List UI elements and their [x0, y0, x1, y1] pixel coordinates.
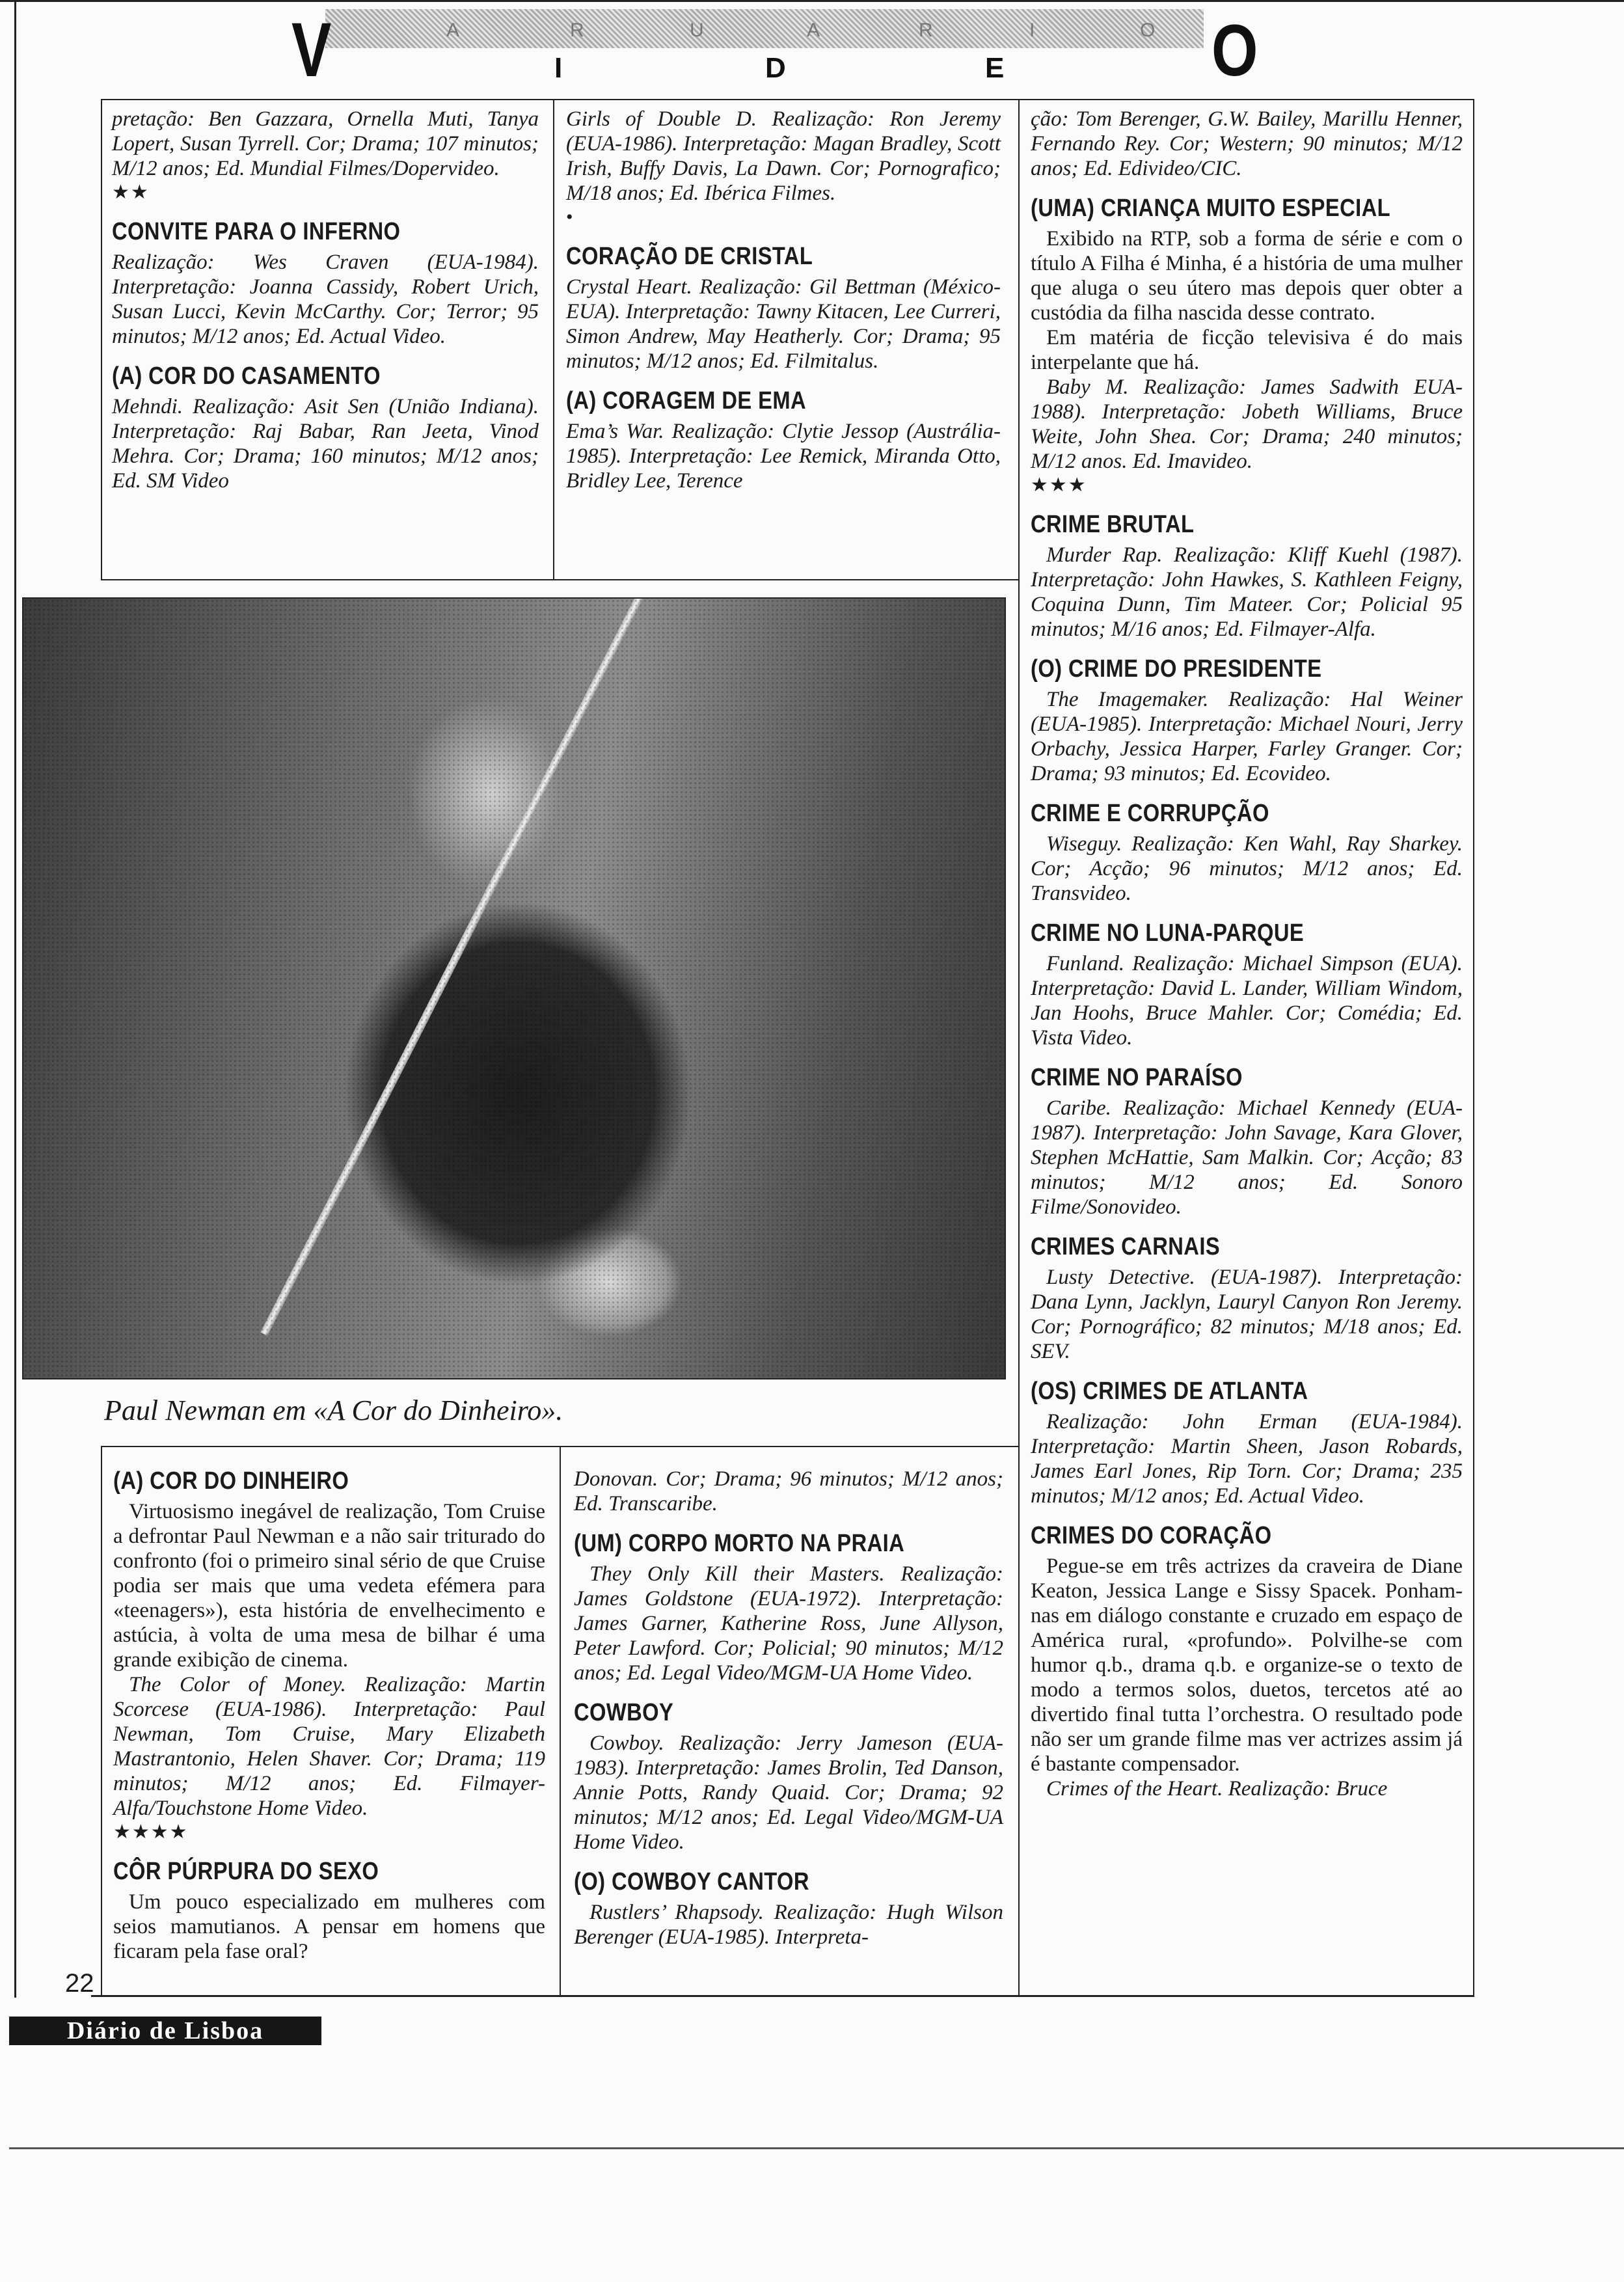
- entry-text: Caribe. Realização: Michael Kennedy (EUA-1987). Interpretação: John Savage, Kara Glover, Stephen McHattie, Sam Malkin. Cor; Acção; 83 minutos; M/12 anos; Ed. Sonoro Filme/Sonovideo.: [1031, 1096, 1463, 1219]
- entry-text: Wiseguy. Realização: Ken Wahl, Ray Sharkey. Cor; Acção; 96 minutos; M/12 anos; Ed. Transvideo.: [1031, 832, 1463, 905]
- entry-title: (O) COWBOY CANTOR: [574, 1868, 809, 1895]
- entry-text: Mehndi. Realização: Asit Sen (União Indiana). Interpretação: Raj Babar, Ran Jeeta, Vinod Mehra. Cor; Drama; 160 minutos; M/12 anos; Ed. SM Video: [112, 395, 539, 493]
- entry-title: (A) COR DO DINHEIRO: [113, 1467, 349, 1495]
- column-rule: [1018, 99, 1020, 1996]
- entry-title: CRIME E CORRUPÇÃO: [1031, 800, 1269, 827]
- entry-text: Girls of Double D. Realização: Ron Jeremy (EUA-1986). Interpretação: Magan Bradley, Scott Irish, Buffy Davis, La Dawn. Cor; Pornografico; M/18 anos; Ed. Ibérica Filmes.: [566, 107, 1001, 205]
- entry-text: Um pouco especializado em mulheres com seios mamutianos. A pensar em homens que ficaram pela fase oral?: [113, 1890, 545, 1963]
- entry-text: The Color of Money. Realização: Martin Scorcese (EUA-1986). Interpretação: Paul Newman, Tom Cruise, Mary Elizabeth Mastrantonio, Helen Shaver. Cor; Drama; 119 minutos; M/12 anos; Ed. Filmayer-Alfa/Touchstone Home Video.: [113, 1673, 545, 1820]
- bottom-edge-rule: [9, 2147, 1624, 2149]
- entry-text: Pegue-se em três actrizes da craveira de Diane Keaton, Jessica Lange e Sissy Spacek. Ponham-nas em diálogo constante e cruzado em espaço de América rural, «profundo». Polvilhe-se com humor q.b., drama q.b. e organize-se o texto de modo a termos solos, duetos, tercetos até ao divertido final tutta l’orchestra. O resultado pode não ser um grande filme mas ver actrizes assim já é bastante compensador.: [1031, 1555, 1463, 1776]
- entry-title: CRIME BRUTAL: [1031, 511, 1195, 538]
- entry-text: Ema’s War. Realização: Clytie Jessop (Austrália-1985). Interpretação: Lee Remick, Miranda Otto, Bridley Lee, Terence: [566, 420, 1001, 493]
- entry-title: CRIMES DO CORAÇÃO: [1031, 1522, 1272, 1549]
- header-letter-d: D: [765, 52, 786, 84]
- column-bottom-left: [113, 1465, 545, 1964]
- entry-text: Murder Rap. Realização: Kliff Kuehl (1987). Interpretação: John Hawkes, S. Kathleen Feigny, Coquina Dunn, Tim Mateer. Cor; Policial 95 minutos; M/16 anos; Ed. Filmayer-Alfa.: [1031, 543, 1463, 641]
- column-top-left: [112, 107, 539, 493]
- rating-stars: ★★★: [1031, 474, 1087, 496]
- entry-text: Donovan. Cor; Drama; 96 minutos; M/12 anos; Ed. Transcaribe.: [574, 1467, 1003, 1515]
- entry-title: CRIME NO LUNA-PARQUE: [1031, 919, 1305, 947]
- column-rule: [1473, 99, 1474, 1996]
- frame-rule: [101, 99, 102, 580]
- entry-text: Virtuosismo inegável de realização, Tom Cruise a defrontar Paul Newman e a não sair triturado do confronto (foi o primeiro sinal sério de que Cruise podia ser mais que uma vedeta efémera para «teenagers»), esta história de envelhecimento e astúcia, à volta de uma mesa de bilhar é uma grande exibição de cinema.: [113, 1500, 545, 1672]
- column-bottom-middle: [574, 1467, 1003, 1949]
- column-rule: [560, 1446, 561, 1996]
- entry-text: Crimes of the Heart. Realização: Bruce: [1046, 1777, 1388, 1800]
- banner-letter: A: [807, 20, 820, 41]
- entry-title: CORAÇÃO DE CRISTAL: [566, 243, 813, 270]
- entry-title: (O) CRIME DO PRESIDENTE: [1031, 655, 1322, 683]
- banner-letter: A: [446, 20, 460, 41]
- entry-text: Lusty Detective. (EUA-1987). Interpretação: Dana Lynn, Jacklyn, Lauryl Canyon Ron Jeremy. Cor; Pornográfico; 82 minutos; M/18 anos; Ed. SEV.: [1031, 1266, 1463, 1363]
- rating-stars: ★★★★: [113, 1821, 189, 1843]
- rating-bullet: •: [566, 206, 575, 228]
- column-top-middle: [566, 107, 1001, 493]
- header-letter-o: O: [1211, 10, 1258, 91]
- entry-text: Rustlers’ Rhapsody. Realização: Hugh Wilson Berenger (EUA-1985). Interpreta-: [574, 1901, 1003, 1949]
- entry-title: CRIMES CARNAIS: [1031, 1233, 1221, 1260]
- header-letter-i: I: [554, 52, 563, 84]
- entry-title: (UMA) CRIANÇA MUITO ESPECIAL: [1031, 195, 1391, 222]
- photo-paul-newman: [22, 597, 1006, 1379]
- entry-text: Realização: Wes Craven (EUA-1984). Interpretação: Joanna Cassidy, Robert Urich, Susan Lucci, Kevin McCarthy. Cor; Terror; 95 minutos; M/12 anos; Ed. Actual Video.: [112, 251, 539, 348]
- banner-letter: U: [690, 20, 704, 41]
- photo-top-rule: [101, 579, 1020, 580]
- entry-title: (UM) CORPO MORTO NA PRAIA: [574, 1530, 905, 1557]
- entry-title: (A) CORAGEM DE EMA: [566, 387, 807, 414]
- entry-title: COWBOY: [574, 1699, 674, 1726]
- entry-text: Baby M. Realização: James Sadwith EUA-1988). Interpretação: Jobeth Williams, Bruce Weite, John Shea. Cor; Drama; 240 minutos; M/12 anos. Ed. Imavideo.: [1031, 375, 1463, 473]
- entry-title: (A) COR DO CASAMENTO: [112, 362, 381, 390]
- column-right: [1031, 107, 1463, 1801]
- rating-stars: ★★: [112, 182, 150, 203]
- left-margin-rule: [14, 0, 16, 1998]
- banner-letter: R: [919, 20, 933, 41]
- entry-text: They Only Kill their Masters. Realização: James Goldstone (EUA-1972). Interpretação: James Garner, Katherine Ross, June Allyson, Peter Lawford. Cor; Policial; 90 minutos; M/12 anos; Ed. Legal Video/MGM-UA Home Video.: [574, 1562, 1003, 1685]
- frame-rule: [101, 1446, 102, 1996]
- entry-text: Crystal Heart. Realização: Gil Bettman (México-EUA). Interpretação: Tawny Kitacen, Lee Curreri, Simon Andrew, May Heatherly. Cor; Drama; 95 minutos; M/12 anos; Ed. Filmitalus.: [566, 275, 1001, 373]
- bottom-rule: [91, 1995, 1474, 1997]
- page-number: 22: [65, 1969, 94, 1998]
- entry-title: CRIME NO PARAÍSO: [1031, 1064, 1243, 1091]
- header-rule: [101, 99, 1474, 100]
- banner-letter: R: [570, 20, 584, 41]
- entry-text: Em matéria de ficção televisiva é do mais interpelante que há.: [1031, 326, 1463, 374]
- entry-text: Funland. Realização: Michael Simpson (EUA). Interpretação: David L. Lander, William Windom, Jan Hoohs, Bruce Mahler. Cor; Comédia; Ed. Vista Video.: [1031, 952, 1463, 1050]
- entry-title: CÔR PÚRPURA DO SEXO: [113, 1858, 379, 1885]
- photo-caption: Paul Newman em «A Cor do Dinheiro».: [104, 1394, 563, 1426]
- newspaper-logo: Diário de Lisboa: [9, 2017, 321, 2045]
- entry-text: Exibido na RTP, sob a forma de série e com o título A Filha é Minha, é a história de uma mulher que aluga o seu útero mas depois quer obter a custódia da filha nascida desse contrato.: [1031, 227, 1463, 325]
- banner-letter: O: [1140, 20, 1156, 41]
- entry-title: CONVITE PARA O INFERNO: [112, 218, 401, 245]
- header-letter-e: E: [985, 52, 1005, 84]
- header-letter-v: V: [291, 7, 332, 93]
- entry-text: ção: Tom Berenger, G.W. Bailey, Marillu Henner, Fernando Rey. Cor; Western; 90 minutos; M/12 anos; Ed. Edivideo/CIC.: [1031, 107, 1463, 180]
- top-rule: [0, 0, 1624, 2]
- entry-title: (OS) CRIMES DE ATLANTA: [1031, 1378, 1308, 1405]
- entry-text: Realização: John Erman (EUA-1984). Interpretação: Martin Sheen, Jason Robards, James Earl Jones, Rip Torn. Cor; Drama; 235 minutos; M/12 anos; Ed. Actual Video.: [1031, 1410, 1463, 1508]
- entry-text: pretação: Ben Gazzara, Ornella Muti, Tanya Lopert, Susan Tyrrell. Cor; Drama; 107 minutos; M/12 anos; Ed. Mundial Filmes/Dopervideo.: [112, 107, 539, 180]
- column-rule: [553, 99, 554, 580]
- entry-text: Cowboy. Realização: Jerry Jameson (EUA-1983). Interpretação: James Brolin, Ted Danson, Annie Potts, Randy Quaid. Cor; Drama; 92 minutos; M/12 anos; Ed. Legal Video/MGM-UA Home Video.: [574, 1732, 1003, 1854]
- entry-text: The Imagemaker. Realização: Hal Weiner (EUA-1985). Interpretação: Michael Nouri, Jerry Orbachy, Jessica Harper, Farley Granger. Cor; Drama; 93 minutos; Ed. Ecovideo.: [1031, 688, 1463, 785]
- banner-letter: I: [1029, 20, 1035, 41]
